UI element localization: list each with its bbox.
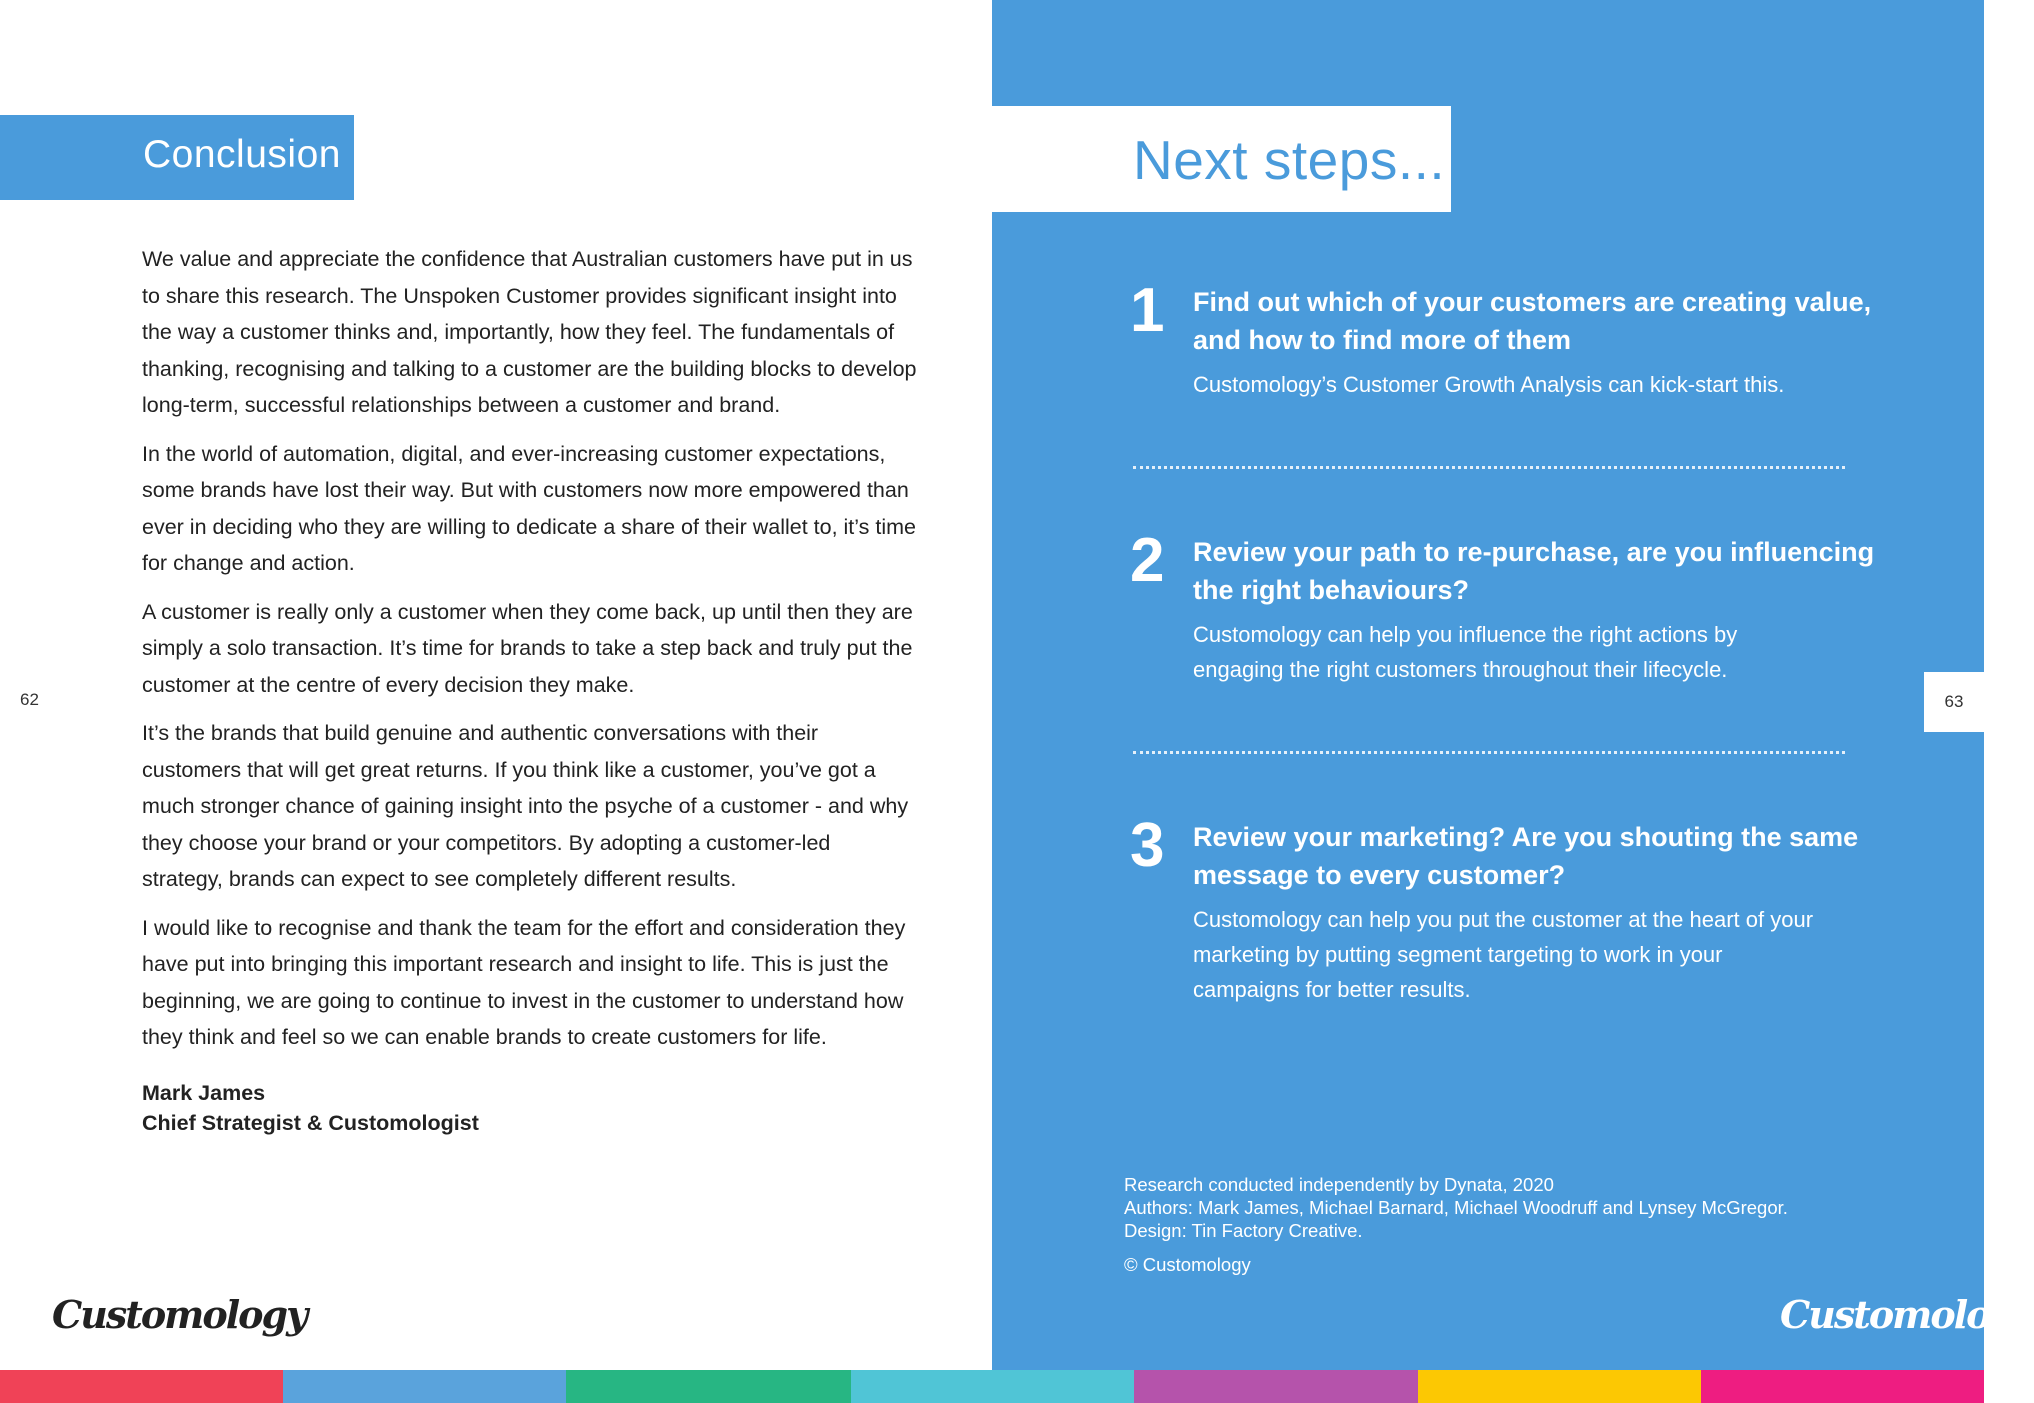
step-number: 3: [1130, 811, 1165, 880]
stripe-red: [0, 1370, 283, 1403]
step-3: [1130, 811, 1920, 1007]
credits: [1124, 1173, 1788, 1276]
step-description: Customology’s Customer Growth Analysis can kick-start this.: [1193, 372, 1785, 397]
next-steps-title-box: [992, 106, 1451, 212]
authors-credit: Authors: Mark James, Michael Barnard, Michael Woodruff and Lynsey McGregor.: [1124, 1197, 1788, 1218]
divider: [1133, 751, 1845, 754]
step-heading: Review your marketing? Are you shouting the same message to every customer?: [1193, 822, 1859, 890]
page-number-right-text: 63: [1944, 692, 1964, 711]
signature-title: Chief Strategist & Customologist: [142, 1110, 479, 1135]
step-description: Customology can help you influence the right actions by engaging the right customers throughout their lifecycle.: [1193, 622, 1738, 682]
paragraph: I would like to recognise and thank the team for the effort and consideration they have put into bringing this important research and insight to life. This is just the beginning, we are going to continue to invest in the customer to understand how they think and feel so we can enable brands to create customers for life.: [142, 915, 906, 1049]
step-2: [1130, 526, 1920, 687]
next-steps-list: [1130, 276, 1920, 1007]
step-description: Customology can help you put the customer at the heart of your marketing by putting segment targeting to work in your campaigns for better results.: [1193, 907, 1814, 1002]
conclusion-body: [142, 241, 917, 1056]
stripe-cyan: [851, 1370, 1134, 1403]
copyright: © Customology: [1124, 1254, 1251, 1275]
step-heading: Review your path to re-purchase, are you influencing the right behaviours?: [1193, 537, 1875, 605]
paragraph: We value and appreciate the confidence that Australian customers have put in us to share this research. The Unspoken Customer provides significant insight into the way a customer thinks and, importantly, how they feel. The fundamentals of thanking, recognising and talking to a customer are the building blocks to develop long-term, successful relationships between a customer and brand.: [142, 247, 917, 417]
next-steps-title: Next steps...: [1133, 129, 1446, 191]
paragraph: A customer is really only a customer when they come back, up until then they are simply a solo transaction. It’s time for brands to take a step back and truly put the customer at the centre of every decision they make.: [142, 599, 913, 697]
stripe-purple: [1134, 1370, 1418, 1403]
stripe-pink: [1701, 1370, 1984, 1403]
step-heading: Find out which of your customers are creating value, and how to find more of them: [1193, 287, 1872, 355]
signature: [142, 1078, 917, 1138]
research-credit: Research conducted independently by Dynata, 2020: [1124, 1174, 1554, 1195]
signature-name: Mark James: [142, 1080, 266, 1105]
page-number-right: [1924, 672, 1984, 732]
paragraph: In the world of automation, digital, and ever-increasing customer expectations, some brands have lost their way. But with customers now more empowered than ever in deciding who they are willing to dedicate a share of their wallet to, it’s time for change and action.: [142, 441, 917, 575]
step-1: [1130, 276, 1920, 402]
customology-logo-dark: Customology: [52, 1292, 307, 1337]
step-number: 1: [1130, 276, 1165, 345]
conclusion-content: [142, 241, 917, 1138]
conclusion-title-box: [0, 115, 354, 200]
conclusion-title: Conclusion: [143, 133, 341, 176]
stripe-green: [566, 1370, 851, 1403]
divider: [1133, 466, 1845, 469]
stripe-blue: [283, 1370, 566, 1403]
design-credit: Design: Tin Factory Creative.: [1124, 1220, 1363, 1241]
step-number: 2: [1130, 526, 1165, 595]
customology-logo-white: Customology: [1780, 1292, 2034, 1337]
paragraph: It’s the brands that build genuine and authentic conversations with their customers that will get great returns. If you think like a customer, you’ve got a much stronger chance of gaining insight into the psyche of a customer - and why they choose your brand or your competitors. By adopting a customer-led strategy, brands can expect to see completely different results.: [142, 721, 909, 891]
stripe-yellow: [1418, 1370, 1701, 1403]
page-number-left: 62: [20, 690, 39, 709]
